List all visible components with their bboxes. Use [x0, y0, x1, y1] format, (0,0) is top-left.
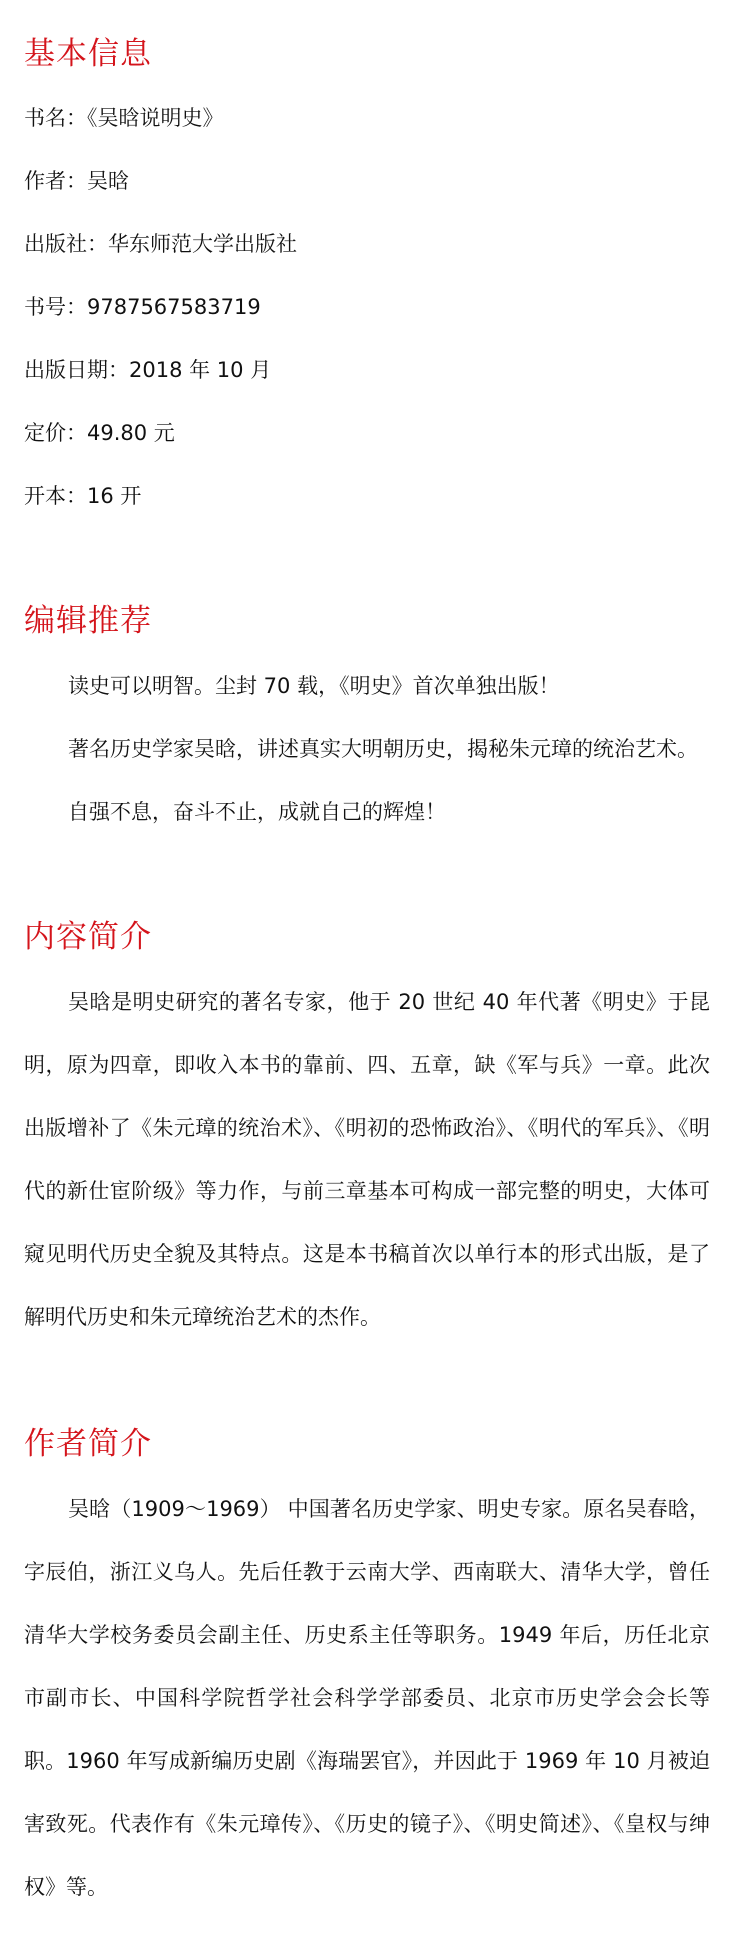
- content-intro-paragraph: 吴晗是明史研究的著名专家，他于 20 世纪 40 年代著《明史》于昆明，原为四章，即收入本书的靠前、四、五章，缺《军与兵》一章。此次出版增补了《朱元璋的统治术》、《明初的恐怖政治》、《明代的军兵》、《明代的新仕宦阶级》等力作，与前三章基本可构成一部完整的明史，大体可窥见明代历史全貌及其特点。这是本书稿首次以单行本的形式出版，是了解明代历史和朱元璋统治艺术的杰作。: [24, 990, 710, 1329]
- isbn-line: 书号：9787567583719: [24, 295, 261, 319]
- recommend-line: 自强不息，奋斗不止，成就自己的辉煌！: [68, 800, 446, 824]
- recommend-line: 读史可以明智。尘封 70 载，《明史》首次单独出版！: [68, 674, 560, 698]
- publisher-line: 出版社：华东师范大学出版社: [24, 232, 297, 256]
- basic-info-list: [24, 102, 297, 543]
- publish-date-line: 出版日期：2018 年 10 月: [24, 358, 272, 382]
- content-intro-heading: 内容简介: [24, 919, 152, 955]
- book-title-line: 书名：《吴晗说明史》: [24, 106, 224, 130]
- basic-info-heading: 基本信息: [24, 36, 152, 72]
- format-line: 开本：16 开: [24, 484, 142, 508]
- author-intro-heading: 作者简介: [24, 1426, 152, 1462]
- price-line: 定价：49.80 元: [24, 421, 175, 445]
- editor-recommend-heading: 编辑推荐: [24, 603, 152, 639]
- recommend-line: 著名历史学家吴晗，讲述真实大明朝历史，揭秘朱元璋的统治艺术。: [68, 737, 698, 761]
- editor-recommend-list: [24, 670, 710, 859]
- author-intro-paragraph: 吴晗（1909～1969） 中国著名历史学家、明史专家。原名吴春晗，字辰伯，浙江义乌人。先后任教于云南大学、西南联大、清华大学，曾任清华大学校务委员会副主任、历史系主任等职务。1949 年后，历任北京市副市长、中国科学院哲学社会科学学部委员、北京市历史学会会长等职。1960 年写成新编历史剧《海瑞罢官》，并因此于 1969 年 10 月被迫害致死。代表作有《朱元璋传》、《历史的镜子》、《明史简述》、《皇权与绅权》等。: [24, 1497, 710, 1899]
- author-line: 作者：吴晗: [24, 169, 129, 193]
